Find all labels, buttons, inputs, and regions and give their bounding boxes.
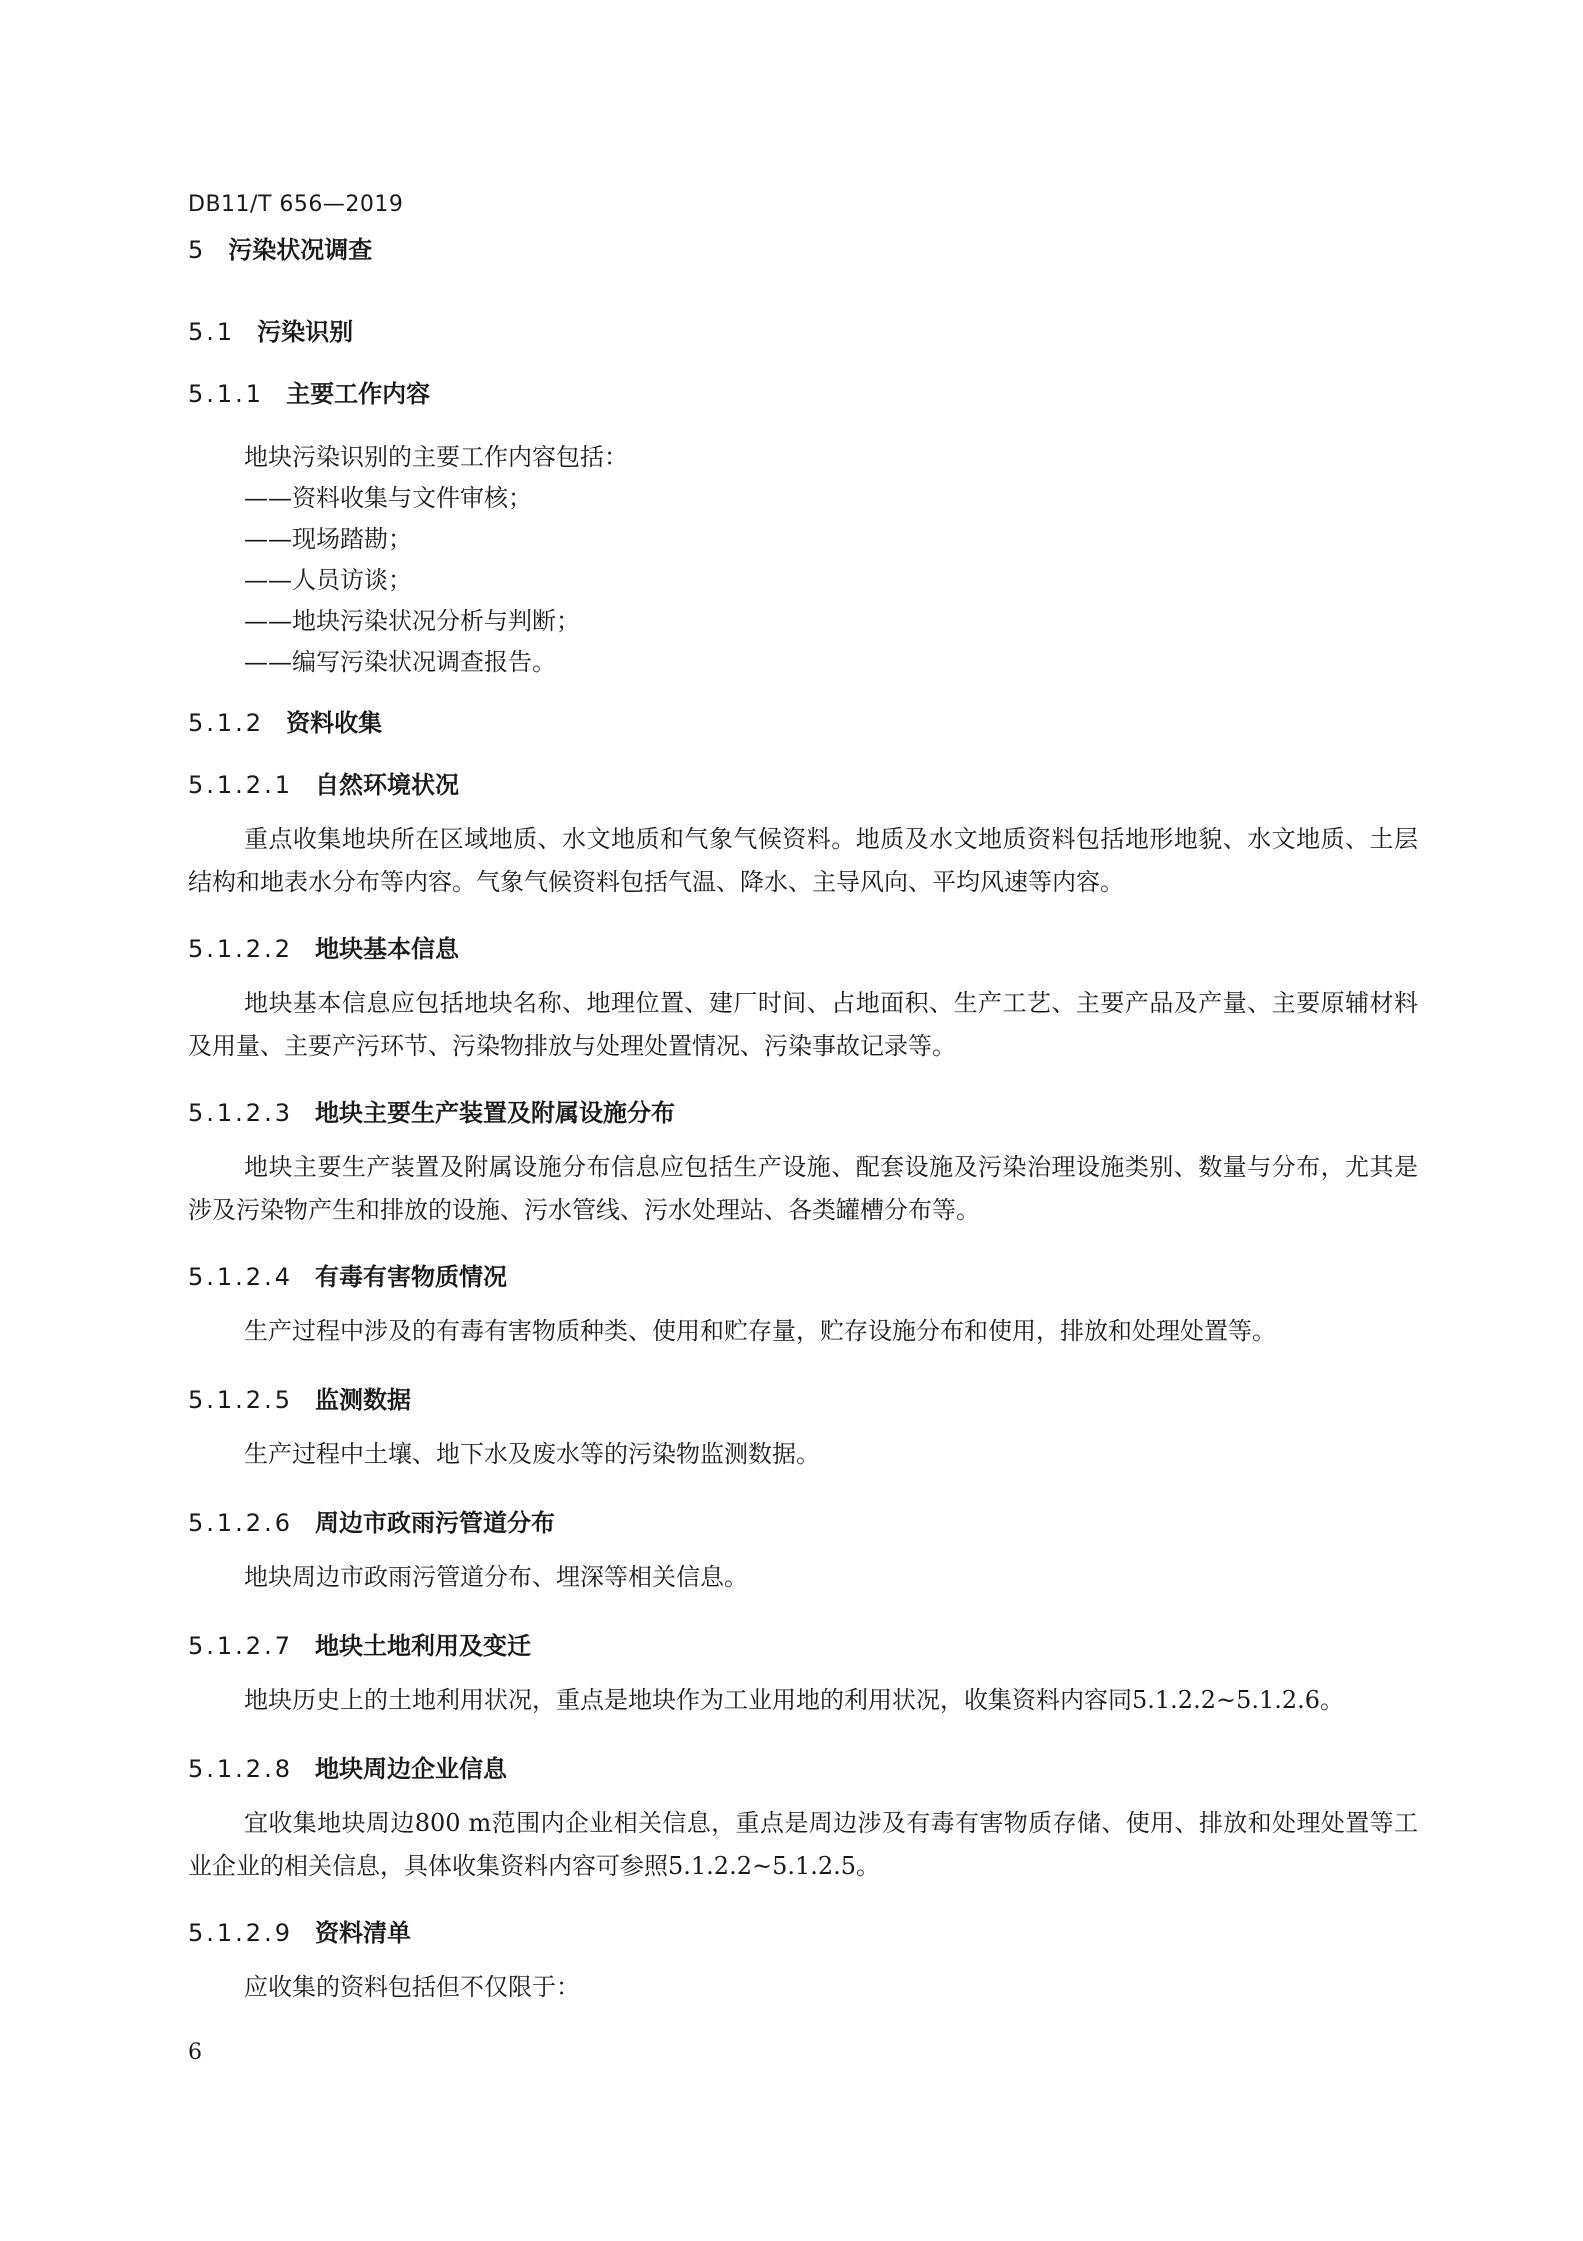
chapter-number: 5 — [188, 236, 207, 264]
section-number: 5.1.2.5 — [188, 1386, 293, 1414]
section-title: 有毒有害物质情况 — [314, 1263, 507, 1291]
section-title: 监测数据 — [314, 1386, 411, 1414]
paragraph-intro: 地块污染识别的主要工作内容包括： — [244, 443, 628, 471]
paragraph: 重点收集地块所在区域地质、水文地质和气象气候资料。地质及水文地质资料包括地形地貌、水文地质、土层结构和地表水分布等内容。气象气候资料包括气温、降水、主导风向、平均风速等内容。 — [188, 825, 1418, 896]
paragraph: 宜收集地块周边800 m范围内企业相关信息，重点是周边涉及有毒有害物质存储、使用、排放和处理处置等工业企业的相关信息，具体收集资料内容可参照5.1.2.2~5.1.2.5。 — [188, 1809, 1418, 1880]
section-number: 5.1.2 — [188, 709, 265, 737]
section-number: 5.1.2.2 — [188, 935, 293, 963]
section-number: 5.1 — [188, 318, 236, 346]
section-number: 5.1.2.3 — [188, 1099, 293, 1127]
section-title: 地块周边企业信息 — [314, 1755, 507, 1783]
paragraph: 生产过程中涉及的有毒有害物质种类、使用和贮存量，贮存设施分布和使用，排放和处理处置等。 — [244, 1317, 1276, 1345]
section-heading-5-1-2-2 — [188, 929, 459, 964]
section-heading-5-1-2-3 — [188, 1093, 675, 1128]
list-item: ——编写污染状况调查报告。 — [244, 648, 556, 676]
list-item: ——现场踏勘； — [244, 525, 412, 553]
page-number: 6 — [188, 2040, 202, 2065]
section-heading-5-1-1 — [188, 374, 430, 409]
section-heading-5-1-2-6 — [188, 1503, 555, 1538]
section-heading-5-1-2-9 — [188, 1913, 411, 1948]
paragraph: 地块主要生产装置及附属设施分布信息应包括生产设施、配套设施及污染治理设施类别、数量与分布，尤其是涉及污染物产生和排放的设施、污水管线、污水处理站、各类罐槽分布等。 — [188, 1153, 1418, 1224]
section-heading-5-1-2 — [188, 703, 382, 738]
paragraph: 地块周边市政雨污管道分布、埋深等相关信息。 — [244, 1563, 748, 1591]
section-heading-5-1-2-1 — [188, 765, 459, 800]
section-number: 5.1.2.4 — [188, 1263, 293, 1291]
section-title: 自然环境状况 — [314, 771, 459, 799]
section-title: 地块土地利用及变迁 — [314, 1632, 531, 1660]
section-title: 资料清单 — [314, 1919, 411, 1947]
paragraph: 生产过程中土壤、地下水及废水等的污染物监测数据。 — [244, 1440, 820, 1468]
list-item: ——人员访谈； — [244, 566, 412, 594]
section-title: 资料收集 — [286, 709, 383, 737]
chapter-title: 污染状况调查 — [228, 236, 373, 264]
section-number: 5.1.2.8 — [188, 1755, 293, 1783]
section-number: 5.1.2.7 — [188, 1632, 293, 1660]
list-item: ——资料收集与文件审核； — [244, 484, 532, 512]
section-title: 周边市政雨污管道分布 — [314, 1509, 555, 1537]
section-number: 5.1.2.1 — [188, 771, 293, 799]
list-item: ——地块污染状况分析与判断； — [244, 607, 580, 635]
paragraph: 地块历史上的土地利用状况，重点是地块作为工业用地的利用状况，收集资料内容同5.1.2.2~5.1.2.6。 — [244, 1686, 1345, 1714]
section-title: 地块基本信息 — [314, 935, 459, 963]
section-title: 污染识别 — [257, 318, 354, 346]
paragraph: 应收集的资料包括但不仅限于： — [244, 1973, 580, 2001]
section-number: 5.1.2.9 — [188, 1919, 293, 1947]
paragraph: 地块基本信息应包括地块名称、地理位置、建厂时间、占地面积、生产工艺、主要产品及产量、主要原辅材料及用量、主要产污环节、污染物排放与处理处置情况、污染事故记录等。 — [188, 989, 1418, 1060]
chapter-heading — [188, 230, 372, 265]
section-title: 主要工作内容 — [286, 380, 431, 408]
standard-code: DB11/T 656—2019 — [188, 192, 404, 217]
section-title: 地块主要生产装置及附属设施分布 — [314, 1099, 675, 1127]
section-heading-5-1 — [188, 312, 353, 347]
section-heading-5-1-2-7 — [188, 1626, 531, 1661]
section-heading-5-1-2-4 — [188, 1257, 507, 1292]
section-heading-5-1-2-5 — [188, 1380, 411, 1415]
section-number: 5.1.1 — [188, 380, 265, 408]
section-heading-5-1-2-8 — [188, 1749, 507, 1784]
section-number: 5.1.2.6 — [188, 1509, 293, 1537]
